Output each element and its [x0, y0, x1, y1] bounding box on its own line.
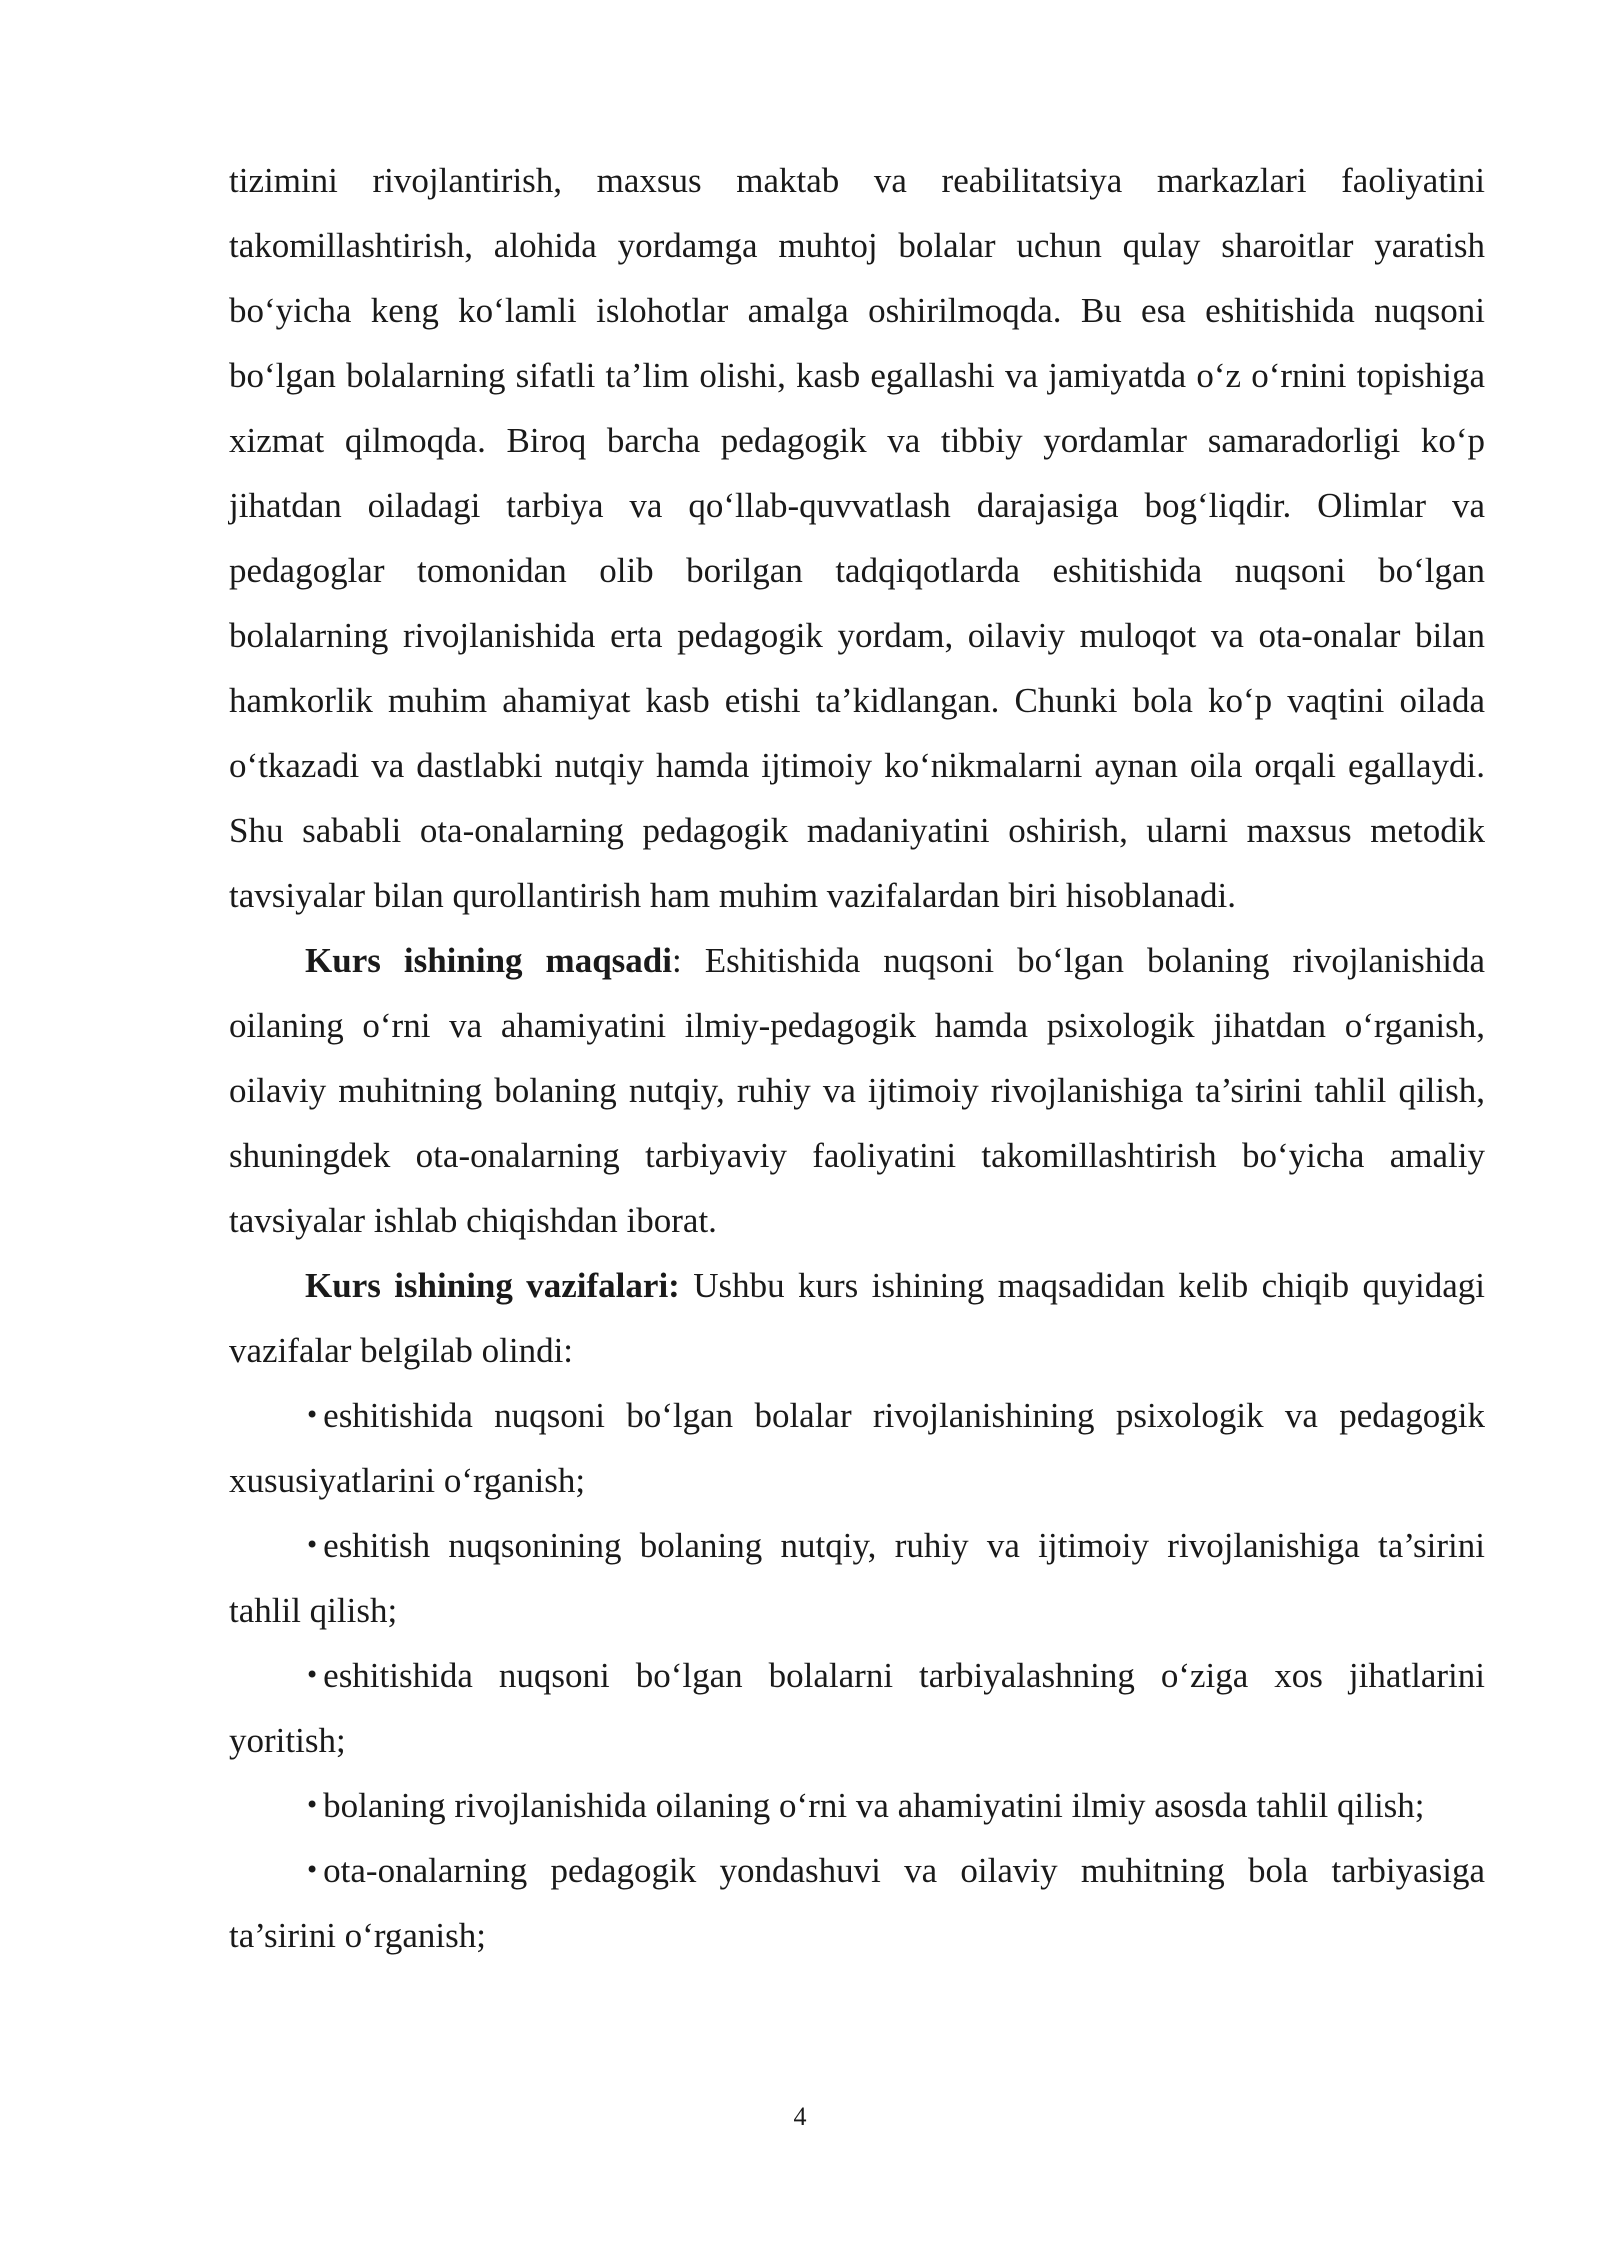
- list-item-text: bolaning rivojlanishida oilaning o‘rni va ahamiyatini ilmiy asosda tahlil qilish;: [323, 1786, 1425, 1825]
- bullet-icon: •: [305, 1791, 320, 1819]
- tasks-intro-text: Ushbu kurs ishining maqsadidan kelib chiqib quyidagi vazifalar belgilab olindi:: [229, 1266, 1485, 1370]
- tasks-heading: Kurs ishining vazifalari:: [305, 1266, 680, 1305]
- list-item-text: ota-onalarning pedagogik yondashuvi va oilaviy muhitning bola tarbiyasiga ta’sirini o‘rganish;: [229, 1851, 1485, 1955]
- bullet-icon: •: [305, 1856, 320, 1884]
- goal-heading: Kurs ishining maqsadi: [305, 941, 672, 980]
- intro-paragraph: tizimini rivojlantirish, maxsus maktab va reabilitatsiya markazlari faoliyatini takomillashtirish, alohida yordamga muhtoj bolalar uchun qulay sharoitlar yaratish bo‘yicha keng ko‘lamli islohotlar amalga oshirilmoqda. Bu esa eshitishida nuqsoni bo‘lgan bolalarning sifatli ta’lim olishi, kasb egallashi va jamiyatda o‘z o‘rnini topishiga xizmat qilmoqda. Biroq barcha pedagogik va tibbiy yordamlar samaradorligi ko‘p jihatdan oiladagi tarbiya va qo‘llab-quvvatlash darajasiga bog‘liqdir. Olimlar va pedagoglar tomonidan olib borilgan tadqiqotlarda eshitishida nuqsoni bo‘lgan bolalarning rivojlanishida erta pedagogik yordam, oilaviy muloqot va ota-onalar bilan hamkorlik muhim ahamiyat kasb etishi ta’kidlangan. Chunki bola ko‘p vaqtini oilada o‘tkazadi va dastlabki nutqiy hamda ijtimoiy ko‘nikmalarni aynan oila orqali egallaydi. Shu sababli ota-onalarning pedagogik madaniyatini oshirish, ularni maxsus metodik tavsiyalar bilan qurollantirish ham muhim vazifalardan biri hisoblanadi.: [229, 161, 1485, 915]
- list-item: [229, 1513, 1485, 1643]
- list-item-text: eshitishida nuqsoni bo‘lgan bolalarni tarbiyalashning o‘ziga xos jihatlarini yoritish;: [229, 1656, 1485, 1760]
- page-number: 4: [793, 2102, 807, 2131]
- tasks-paragraph: [229, 1253, 1485, 1383]
- list-item: [229, 1838, 1485, 1968]
- bullet-icon: •: [305, 1661, 320, 1689]
- list-item-text: eshitish nuqsonining bolaning nutqiy, ruhiy va ijtimoiy rivojlanishiga ta’sirini tahlil qilish;: [229, 1526, 1485, 1630]
- list-item: [229, 1773, 1485, 1838]
- page-body: [229, 148, 1485, 1968]
- bullet-icon: •: [305, 1531, 320, 1559]
- list-item: [229, 1383, 1485, 1513]
- list-item: [229, 1643, 1485, 1773]
- goal-text: : Eshitishida nuqsoni bo‘lgan bolaning rivojlanishida oilaning o‘rni va ahamiyatini ilmiy-pedagogik hamda psixologik jihatdan o‘rganish, oilaviy muhitning bolaning nutqiy, ruhiy va ijtimoiy rivojlanishiga ta’sirini tahlil qilish, shuningdek ota-onalarning tarbiyaviy faoliyatini takomillashtirish bo‘yicha amaliy tavsiyalar ishlab chiqishdan iborat.: [229, 941, 1486, 1240]
- goal-paragraph: [229, 928, 1485, 1253]
- bullet-icon: •: [305, 1401, 320, 1429]
- list-item-text: eshitishida nuqsoni bo‘lgan bolalar rivojlanishining psixologik va pedagogik xususiyatlarini o‘rganish;: [229, 1396, 1485, 1500]
